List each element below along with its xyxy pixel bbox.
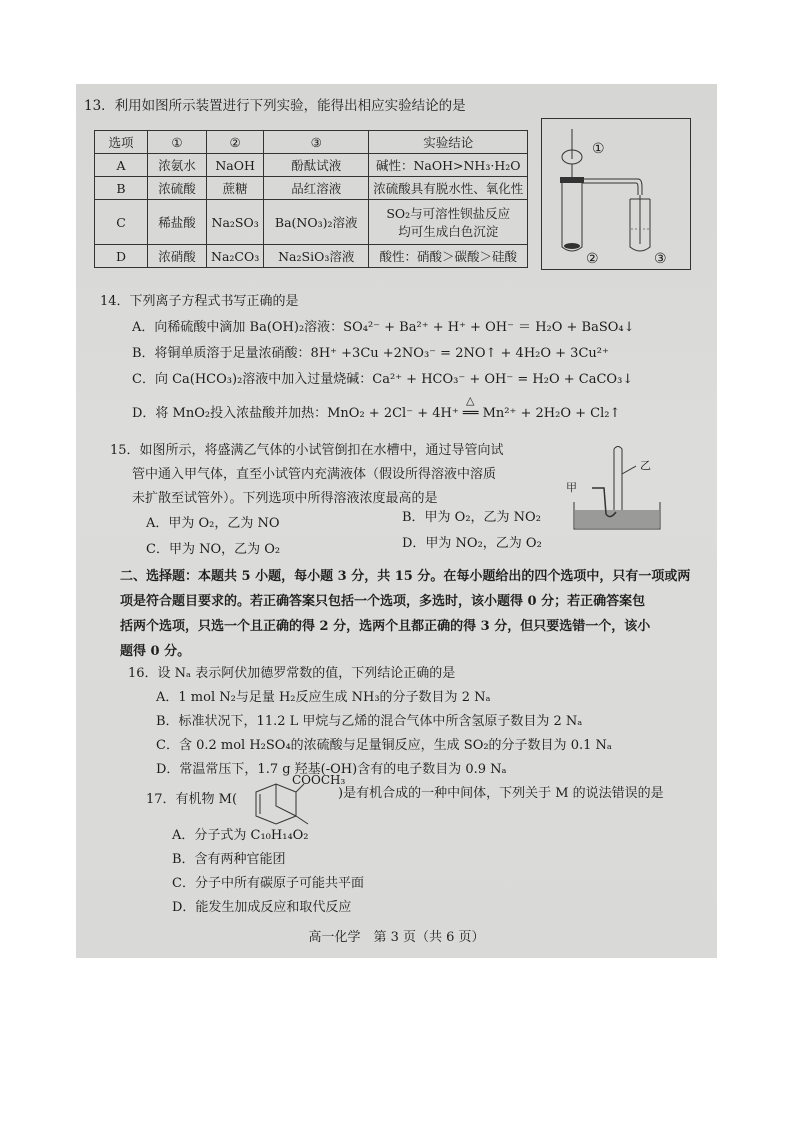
q17-option-a: A．分子式为 C₁₀H₁₄O₂ [172, 828, 309, 843]
section2-line: 括两个选项，只选一个且正确的得 2 分，选两个且都正确的得 3 分，但只要选错一个，该小 [120, 619, 651, 634]
q15-stem-line: 未扩散至试管外）。下列选项中所得溶液浓度最高的是 [132, 491, 438, 506]
q16-option-b: B．标准状况下，11.2 L 甲烷与乙烯的混合气体中所含氢原子数目为 2 Nₐ [156, 714, 583, 729]
table-cell: C [95, 200, 148, 245]
q17-option-b: B．含有两种官能团 [172, 852, 286, 867]
q14-option-a: A．向稀硫酸中滴加 Ba(OH)₂溶液：SO₄²⁻ + Ba²⁺ + H⁺ + OH⁻ ＝ H₂O + BaSO₄↓ [132, 320, 635, 335]
q14-option-c: C．向 Ca(HCO₃)₂溶液中加入过量烧碱：Ca²⁺ + HCO₃⁻ + OH⁻ = H₂O + CaCO₃↓ [132, 372, 634, 387]
apparatus-label-1: ① [592, 141, 605, 157]
table-cell: B [95, 177, 148, 200]
apparatus-drawing [542, 119, 690, 269]
table-cell: 稀盐酸 [148, 200, 207, 245]
table-cell: 浓硫酸 [148, 177, 207, 200]
q13-table [94, 130, 528, 268]
table-cell: 浓氨水 [148, 154, 207, 177]
q17-option-c: C．分子中所有碳原子可能共平面 [172, 876, 364, 891]
table-header-cell: ③ [264, 131, 369, 154]
gas-a-label: 甲 [566, 481, 577, 494]
table-row [95, 200, 528, 245]
table-cell: 碱性：NaOH>NH₃·H₂O [369, 154, 528, 177]
q14-option-b: B．将铜单质溶于足量浓硝酸：8H⁺ +3Cu +2NO₃⁻ = 2NO↑ + 4H₂O + 3Cu²⁺ [132, 346, 609, 361]
table-row [95, 245, 528, 268]
table-cell: A [95, 154, 148, 177]
q17-structure-figure [238, 772, 346, 834]
q15-stem-line: 15．如图所示，将盛满乙气体的小试管倒扣在水槽中，通过导管向试 [110, 443, 504, 458]
q15-stem-line: 管中通入甲气体，直至小试管内充满液体（假设所得溶液中溶质 [132, 467, 497, 482]
heat-symbol: △ [466, 394, 475, 407]
section2-line: 项是符合题目要求的。若正确答案只包括一个选项，多选时，该小题得 0 分；若正确答案包 [120, 594, 646, 609]
table-cell: Ba(NO₃)₂溶液 [264, 200, 369, 245]
table-header-cell: 选项 [95, 131, 148, 154]
table-header-cell: 实验结论 [369, 131, 528, 154]
cell-line: SO₂与可溶性钡盐反应 [386, 206, 511, 221]
table-cell: NaOH [207, 154, 264, 177]
table-cell: Na₂SiO₃溶液 [264, 245, 369, 268]
table-cell: 蔗糖 [207, 177, 264, 200]
page-footer: 高一化学 第 3 页（共 6 页） [308, 930, 485, 945]
table-header-row [95, 131, 528, 154]
q17-stem-prefix: 17．有机物 M( [146, 792, 238, 807]
q16-option-c: C．含 0.2 mol H₂SO₄的浓硫酸与足量铜反应，生成 SO₂的分子数目为 0.1 Nₐ [156, 738, 612, 753]
q15-option-c: C．甲为 NO，乙为 O₂ [146, 542, 281, 557]
q15-figure [564, 444, 664, 534]
q16-option-a: A．1 mol N₂与足量 H₂反应生成 NH₃的分子数目为 2 Nₐ [156, 690, 491, 705]
apparatus-label-2: ② [586, 251, 599, 267]
table-cell: Na₂CO₃ [207, 245, 264, 268]
table-row [95, 177, 528, 200]
section2-line: 题得 0 分。 [120, 644, 191, 659]
table-cell: 浓硫酸具有脱水性、氧化性 [369, 177, 528, 200]
table-cell: 酸性：硝酸＞碳酸＞硅酸 [369, 245, 528, 268]
q13-stem: 13．利用如图所示装置进行下列实验，能得出相应实验结论的是 [84, 98, 466, 114]
exam-page [76, 84, 717, 958]
table-row [95, 154, 528, 177]
table-cell: D [95, 245, 148, 268]
q13-apparatus-figure [541, 118, 691, 270]
table-header-cell: ① [148, 131, 207, 154]
table-cell: 品红溶液 [264, 177, 369, 200]
apparatus-label-3: ③ [654, 251, 667, 267]
q16-stem: 16．设 Nₐ 表示阿伏加德罗常数的值，下列结论正确的是 [128, 666, 456, 681]
q15-option-a: A．甲为 O₂，乙为 NO [146, 516, 280, 531]
q15-option-d: D．甲为 NO₂，乙为 O₂ [402, 536, 542, 551]
gas-b-label: 乙 [640, 459, 651, 472]
table-header-cell: ② [207, 131, 264, 154]
q14-option-d: D．将 MnO₂投入浓盐酸并加热：MnO₂ + 2Cl⁻ + 4H⁺ ══ Mn²⁺ + 2H₂O + Cl₂↑ [132, 406, 621, 421]
table-cell [369, 200, 528, 245]
table-cell: 浓硝酸 [148, 245, 207, 268]
table-cell: 酚酞试液 [264, 154, 369, 177]
q16-option-d: D．常温常压下，1.7 g 羟基(-OH)含有的电子数目为 0.9 Nₐ [156, 762, 507, 777]
q17-stem-suffix: )是有机合成的一种中间体，下列关于 M 的说法错误的是 [338, 786, 664, 801]
cell-line: 均可生成白色沉淀 [398, 224, 499, 239]
q17-option-d: D．能发生加成反应和取代反应 [172, 900, 352, 915]
table-cell: Na₂SO₃ [207, 200, 264, 245]
q14-stem: 14．下列离子方程式书写正确的是 [100, 294, 299, 309]
q15-option-b: B．甲为 O₂，乙为 NO₂ [402, 510, 541, 525]
section2-line: 二、选择题：本题共 5 小题，每小题 3 分，共 15 分。在每小题给出的四个选项中，只有一项或两 [120, 569, 691, 584]
ester-group-label: COOCH₃ [292, 773, 346, 787]
